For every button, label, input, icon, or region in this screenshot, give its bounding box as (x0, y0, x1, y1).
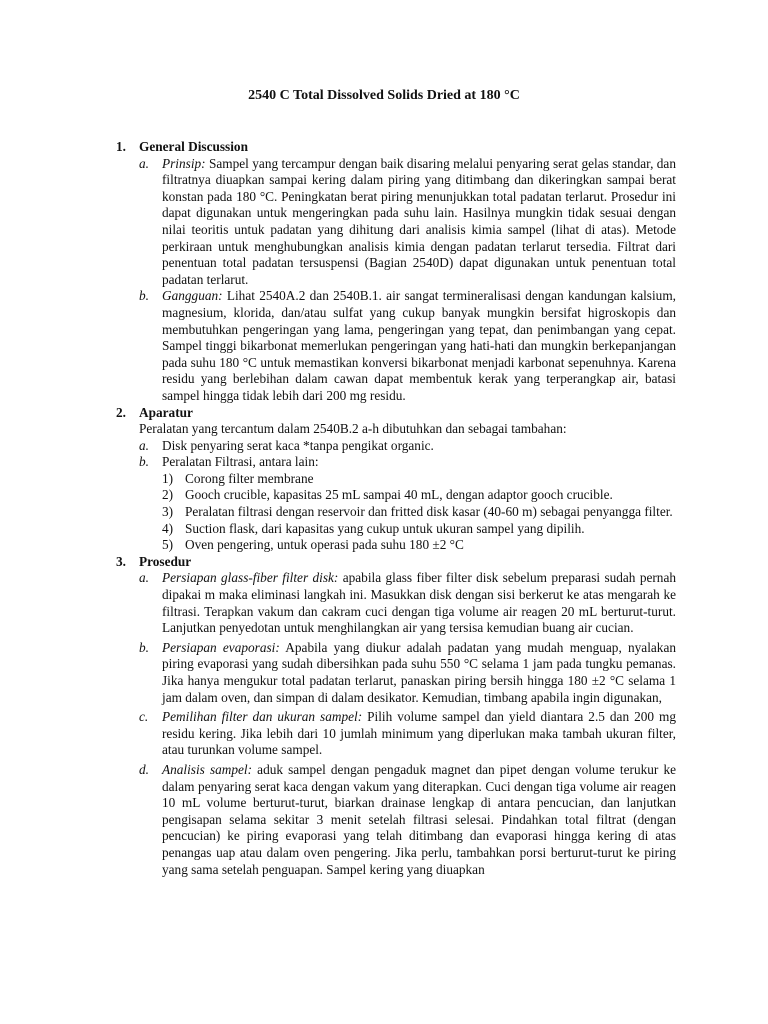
item-text (162, 288, 676, 404)
list-item (139, 156, 676, 289)
item-letter: a. (139, 155, 149, 171)
item-body: Pilih volume sampel dan yield diantara 2.5 dan 200 mg residu kering. Jika lebih dari 10 jumlah minimum yang diperlukan maka tambah ukuran filter, atau turunkan volume sampel. (162, 709, 676, 758)
item-lead: Gangguan: (162, 288, 223, 304)
sublist-item (162, 471, 676, 488)
section-number: 3. (116, 553, 126, 569)
list-item (139, 570, 676, 636)
section-number: 2. (116, 404, 126, 420)
item-letter: d. (139, 761, 149, 777)
section-title: Prosedur (139, 553, 192, 569)
sublist-text: Oven pengering, untuk operasi pada suhu 180 ±2 °C (185, 537, 464, 553)
section-title: Aparatur (139, 404, 193, 420)
sublist-text: Suction flask, dari kapasitas yang cukup untuk ukuran sampel yang dipilih. (185, 520, 585, 536)
list-item (139, 709, 676, 759)
item-letter: b. (139, 288, 149, 304)
item-letter: a. (139, 437, 149, 453)
document-body (116, 139, 676, 878)
item-text (162, 709, 676, 759)
item-body: aduk sampel dengan pengaduk magnet dan pipet dengan volume terukur ke dalam penyaring serat kaca dengan vakum yang diterapkan. Cuci dengan tiga volume air reagen 10 mL volume berturut-turut, biarkan drainase lengkap di antara pencucian, dan lanjutkan pengisapan selama sekitar 3 menit setelah filtrasi selesai. Pindahkan total filtrat (dengan pencucian) ke piring evaporasi yang telah ditimbang dan evaporasi hingga kering di atas penangas uap atau dalam oven pengering. Jika perlu, tambahkan porsi berturut-turut ke piring yang sama setelah penguapan. Sampel kering yang diuapkan (162, 761, 676, 877)
list-item (139, 454, 676, 471)
item-lead: Persiapan evaporasi: (162, 639, 280, 655)
list-item (139, 288, 676, 404)
sublist-item (162, 504, 676, 521)
item-body: Apabila yang diukur adalah padatan yang mudah menguap, nyalakan piring evaporasi yang sudah dibersihkan pada suhu 550 °C selama 1 jam pada tungku pemanas. Jika hanya mengukur total padatan terlarut, panaskan piring bersih hingga 180 ±2 °C selama 1 jam dalam oven, dan simpan di dalam desikator. Kemudian, timbang apabila ingin digunakan, (162, 639, 676, 705)
item-text (162, 570, 676, 636)
document-title: 2540 C Total Dissolved Solids Dried at 180 °C (248, 88, 520, 103)
sublist-number: 1) (162, 470, 174, 486)
sublist-item (162, 537, 676, 554)
item-letter: c. (139, 709, 149, 725)
list-item (139, 762, 676, 878)
item-lead: Analisis sampel: (162, 761, 253, 777)
item-letter: b. (139, 639, 149, 655)
section-intro: Peralatan yang tercantum dalam 2540B.2 a-h dibutuhkan dan sebagai tambahan: (139, 421, 567, 437)
item-letter: b. (139, 454, 149, 470)
item-lead: Pemilihan filter dan ukuran sampel: (162, 709, 363, 725)
item-text (162, 762, 676, 878)
sublist-number: 5) (162, 537, 174, 553)
item-body: Lihat 2540A.2 dan 2540B.1. air sangat termineralisasi dengan kandungan kalsium, magnesium, klorida, dan/atau sulfat yang cukup banyak mungkin bersifat higroskopis dan membutuhkan pengeringan yang lama, pengeringan yang tepat, dan penimbangan yang cepat. Sampel tinggi bikarbonat memerlukan pengeringan yang hati-hati dan mungkin berkepanjangan pada suhu 180 °C untuk memastikan konversi bikarbonat menjadi karbonat sepenuhnya. Karena residu yang berlebihan dalam cawan dapat membentuk kerak yang terperangkap air, batasi sampel hingga tidak lebih dari 200 mg residu. (162, 288, 676, 403)
list-item (139, 640, 676, 706)
sublist-number: 2) (162, 487, 174, 503)
item-letter: a. (139, 570, 149, 586)
sublist-text: Peralatan filtrasi dengan reservoir dan fritted disk kasar (40-60 m) sebagai penyangga filter. (185, 504, 673, 520)
item-body: apabila glass fiber filter disk sebelum preparasi sudah pernah dipakai m maka eliminasi langkah ini. Masukkan disk dengan sisi berkerut ke atas mengarah ke filtrasi. Terapkan vakum dan cakram cuci dengan tiga volume air reagen 20 mL berturut-turut. Lanjutkan penyedotan untuk menghilangkan air yang tersisa kemudian buang air cucian. (162, 570, 677, 636)
section-number: 1. (116, 139, 126, 154)
sublist-number: 4) (162, 520, 174, 536)
sublist-text: Corong filter membrane (185, 470, 314, 486)
section-title: General Discussion (139, 139, 248, 154)
item-text (162, 156, 676, 289)
item-text: Peralatan Filtrasi, antara lain: (162, 454, 319, 470)
item-lead: Persiapan glass-fiber filter disk: (162, 570, 339, 586)
sublist-item (162, 521, 676, 538)
item-text (162, 640, 676, 706)
item-body: Sampel yang tercampur dengan baik disaring melalui penyaring serat gelas standar, dan filtratnya diuapkan sampai kering dalam piring yang ditimbang dan dikeringkan sampai berat konstan pada 180 °C. Peningkatan berat piring menunjukkan total padatan terlarut. Prosedur ini dapat digunakan untuk mengeringkan pada suhu lain. Hasilnya mungkin tidak sesuai dengan nilai teoritis untuk padatan yang dihitung dari analisis kimia sampel (lihat di atas). Metode perkiraan untuk menghubungkan analisis kimia dengan padatan terlarut tersedia. Filtrat dari penentuan total padatan tersuspensi (Bagian 2540D) dapat digunakan untuk penentuan total padatan terlarut. (162, 155, 676, 287)
list-item (139, 438, 676, 455)
sublist-number: 3) (162, 504, 174, 520)
sublist-item (162, 487, 676, 504)
section-heading (116, 554, 676, 571)
sublist-text: Gooch crucible, kapasitas 25 mL sampai 40 mL, dengan adaptor gooch crucible. (185, 487, 613, 503)
item-text: Disk penyaring serat kaca *tanpa pengikat organic. (162, 437, 434, 453)
section-heading (116, 139, 676, 156)
section-heading (116, 405, 676, 422)
item-lead: Prinsip: (162, 155, 206, 171)
